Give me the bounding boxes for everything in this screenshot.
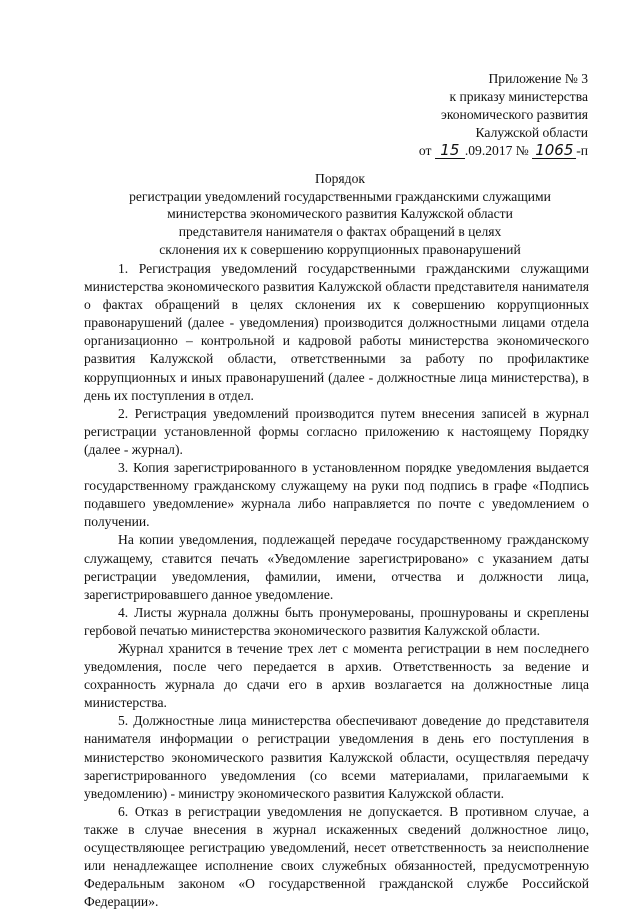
date-prefix: от xyxy=(418,143,432,158)
appendix-ministry: экономического развития xyxy=(441,107,588,122)
handwritten-order-number: 1065 xyxy=(532,143,576,159)
paragraph-4-continued: Журнал хранится в течение трех лет с момента регистрации в нем последнего уведомления, после чего передается в архив. Ответственность за ведение и сохранность журнала до сдачи его в архив возлагается на должностные лица министерства. xyxy=(84,640,589,711)
title-line-1: Порядок xyxy=(315,171,365,186)
title-line-4: представителя нанимателя о фактах обращений в целях xyxy=(178,224,502,240)
paragraph-5: 5. Должностные лица министерства обеспечивают доведение до представителя нанимателя информации о регистрации уведомления в день его поступления в министерство экономического развития Калужской области, осуществляя передачу зарегистрированного уведомления (со всеми материалами, прилагаемыми к уведомлению) - министру экономического развития Калужской области. xyxy=(84,713,589,801)
paragraph-3: 3. Копия зарегистрированного в установленном порядке уведомления выдается государственному гражданскому служащему на руки под подпись в графе «Подпись подавшего уведомление» журнала либо направляется по почте с уведомлением о получении. xyxy=(84,460,589,530)
appendix-title: Приложение № 3 xyxy=(488,71,588,86)
order-number-suffix: -п xyxy=(576,143,588,158)
paragraph-3-continued: На копии уведомления, подлежащей передаче государственному гражданскому служащему, ставится печать «Уведомление зарегистрировано» с указанием даты регистрации уведомления, фамилии, имени, отчества и должности лица, зарегистрировавшего данное уведомление. xyxy=(84,532,589,602)
title-line-5: склонения их к совершению коррупционных правонарушений xyxy=(159,241,521,257)
appendix-order-ref: к приказу министерства xyxy=(449,89,588,104)
document-body xyxy=(84,260,589,911)
title-line-3: министерства экономического развития Калужской области xyxy=(167,206,513,222)
handwritten-day: 15 xyxy=(435,143,465,159)
appendix-region: Калужской области xyxy=(475,125,588,140)
appendix-header xyxy=(419,70,588,160)
appendix-date-line xyxy=(419,142,588,160)
paragraph-4: 4. Листы журнала должны быть пронумерованы, прошнурованы и скреплены гербовой печатью министерства экономического развития Калужской области. xyxy=(84,604,589,638)
paragraph-1: 1. Регистрация уведомлений государственными гражданскими служащими министерства экономического развития Калужской области представителя нанимателя о фактах обращений в целях склонения их к совершению коррупционных правонарушений (далее - уведомления) производится должностными лицами отдела организационно – контрольной и кадровой работы министерства экономического развития Калужской области, ответственными за работу по профилактике коррупционных и иных правонарушений (далее - должностные лица министерства), в день их поступления в отдел. xyxy=(84,261,589,403)
date-rest: .09.2017 № xyxy=(464,143,529,158)
paragraph-6: 6. Отказ в регистрации уведомления не допускается. В противном случае, а также в случае внесения в журнал искаженных сведений должностное лицо, осуществляющее регистрацию уведомлений, несет ответственность за неисполнение или ненадлежащее исполнение своих служебных обязанностей, предусмотренную Федеральным законом «О государственной гражданской службе Российской Федерации». xyxy=(84,803,589,910)
title-line-2: регистрации уведомлений государственными гражданскими служащими xyxy=(129,188,551,204)
document-title xyxy=(60,170,620,259)
paragraph-2: 2. Регистрация уведомлений производится путем внесения записей в журнал регистрации установленной формы согласно приложению к настоящему Порядку (далее - журнал). xyxy=(84,405,589,457)
